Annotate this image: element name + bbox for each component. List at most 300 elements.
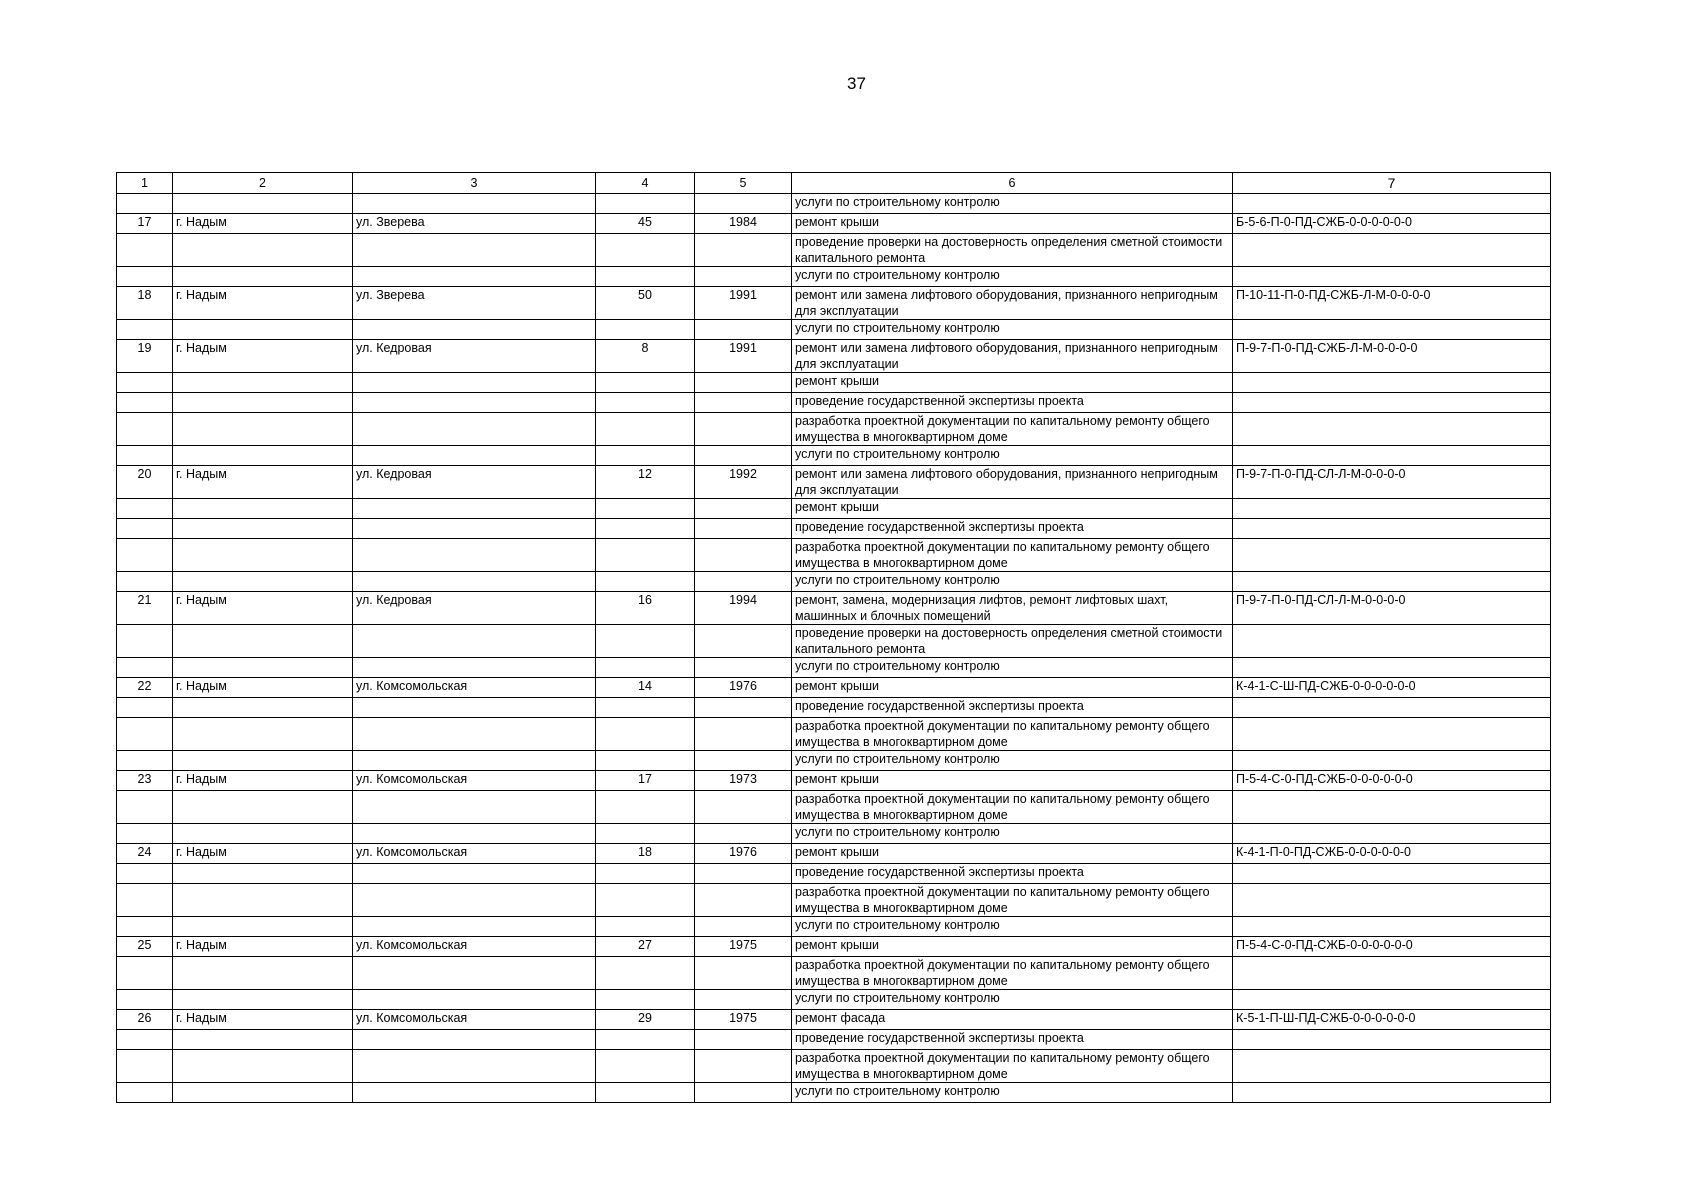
row-number-cell: 19 <box>117 340 173 373</box>
work-type-cell: услуги по строительному контролю <box>792 990 1233 1010</box>
house-number-cell <box>596 194 695 214</box>
header-col-5: 5 <box>695 173 792 194</box>
table-row <box>117 539 1551 572</box>
table-row <box>117 791 1551 824</box>
building-code-cell <box>1233 320 1551 340</box>
year-built-cell: 1976 <box>695 678 792 698</box>
table-row <box>117 1050 1551 1083</box>
city-cell <box>173 625 353 658</box>
year-built-cell <box>695 413 792 446</box>
work-type-cell: проведение проверки на достоверность определения сметной стоимости капитального ремонта <box>792 234 1233 267</box>
year-built-cell: 1991 <box>695 340 792 373</box>
street-cell <box>353 320 596 340</box>
building-code-cell <box>1233 539 1551 572</box>
year-built-cell <box>695 499 792 519</box>
work-type-cell: ремонт или замена лифтового оборудования, признанного непригодным для эксплуатации <box>792 287 1233 320</box>
building-code-cell: П-5-4-С-0-ПД-СЖБ-0-0-0-0-0-0 <box>1233 771 1551 791</box>
year-built-cell <box>695 393 792 413</box>
building-code-cell <box>1233 864 1551 884</box>
table-row <box>117 519 1551 539</box>
house-number-cell: 45 <box>596 214 695 234</box>
street-cell: ул. Кедровая <box>353 592 596 625</box>
street-cell: ул. Зверева <box>353 214 596 234</box>
row-number-cell <box>117 1030 173 1050</box>
row-number-cell <box>117 1083 173 1103</box>
header-col-6: 6 <box>792 173 1233 194</box>
work-type-cell: разработка проектной документации по капитальному ремонту общего имущества в многоквартирном доме <box>792 413 1233 446</box>
city-cell <box>173 1030 353 1050</box>
row-number-cell <box>117 572 173 592</box>
work-type-cell: ремонт или замена лифтового оборудования, признанного непригодным для эксплуатации <box>792 340 1233 373</box>
table-row <box>117 844 1551 864</box>
year-built-cell <box>695 751 792 771</box>
row-number-cell <box>117 519 173 539</box>
street-cell <box>353 194 596 214</box>
house-number-cell: 18 <box>596 844 695 864</box>
row-number-cell <box>117 373 173 393</box>
house-number-cell <box>596 413 695 446</box>
street-cell <box>353 519 596 539</box>
work-type-cell: ремонт крыши <box>792 771 1233 791</box>
work-type-cell: ремонт крыши <box>792 499 1233 519</box>
table-row <box>117 698 1551 718</box>
work-type-cell: проведение государственной экспертизы проекта <box>792 698 1233 718</box>
work-type-cell: ремонт фасада <box>792 1010 1233 1030</box>
year-built-cell <box>695 658 792 678</box>
row-number-cell: 22 <box>117 678 173 698</box>
street-cell <box>353 917 596 937</box>
row-number-cell <box>117 499 173 519</box>
work-type-cell: проведение государственной экспертизы проекта <box>792 519 1233 539</box>
year-built-cell <box>695 320 792 340</box>
street-cell <box>353 267 596 287</box>
work-type-cell: услуги по строительному контролю <box>792 1083 1233 1103</box>
house-number-cell <box>596 957 695 990</box>
building-code-cell: К-5-1-П-Ш-ПД-СЖБ-0-0-0-0-0-0 <box>1233 1010 1551 1030</box>
city-cell <box>173 267 353 287</box>
city-cell <box>173 393 353 413</box>
work-type-cell: разработка проектной документации по капитальному ремонту общего имущества в многоквартирном доме <box>792 718 1233 751</box>
table-row <box>117 194 1551 214</box>
city-cell <box>173 718 353 751</box>
row-number-cell <box>117 446 173 466</box>
year-built-cell <box>695 1083 792 1103</box>
house-number-cell <box>596 751 695 771</box>
row-number-cell <box>117 1050 173 1083</box>
year-built-cell <box>695 446 792 466</box>
table-row <box>117 393 1551 413</box>
street-cell <box>353 824 596 844</box>
table-row <box>117 751 1551 771</box>
year-built-cell <box>695 698 792 718</box>
house-number-cell: 14 <box>596 678 695 698</box>
street-cell <box>353 791 596 824</box>
year-built-cell <box>695 884 792 917</box>
building-code-cell <box>1233 824 1551 844</box>
row-number-cell <box>117 539 173 572</box>
row-number-cell <box>117 413 173 446</box>
building-code-cell <box>1233 234 1551 267</box>
year-built-cell <box>695 791 792 824</box>
building-code-cell: П-10-11-П-0-ПД-СЖБ-Л-М-0-0-0-0 <box>1233 287 1551 320</box>
city-cell <box>173 519 353 539</box>
building-code-cell: П-9-7-П-0-ПД-СЛ-Л-М-0-0-0-0 <box>1233 466 1551 499</box>
city-cell <box>173 1083 353 1103</box>
year-built-cell <box>695 957 792 990</box>
work-type-cell: проведение государственной экспертизы проекта <box>792 393 1233 413</box>
building-code-cell <box>1233 917 1551 937</box>
building-code-cell: К-4-1-С-Ш-ПД-СЖБ-0-0-0-0-0-0 <box>1233 678 1551 698</box>
row-number-cell <box>117 751 173 771</box>
work-type-cell: услуги по строительному контролю <box>792 446 1233 466</box>
table-row <box>117 234 1551 267</box>
header-col-4: 4 <box>596 173 695 194</box>
house-number-cell <box>596 539 695 572</box>
house-number-cell <box>596 824 695 844</box>
building-code-cell: П-5-4-С-0-ПД-СЖБ-0-0-0-0-0-0 <box>1233 937 1551 957</box>
header-col-3: 3 <box>353 173 596 194</box>
house-number-cell <box>596 446 695 466</box>
city-cell <box>173 234 353 267</box>
building-code-cell <box>1233 791 1551 824</box>
building-code-cell: К-4-1-П-0-ПД-СЖБ-0-0-0-0-0-0 <box>1233 844 1551 864</box>
house-number-cell <box>596 884 695 917</box>
house-number-cell <box>596 1083 695 1103</box>
capital-repair-table <box>116 172 1551 1103</box>
table-row <box>117 267 1551 287</box>
row-number-cell <box>117 698 173 718</box>
work-type-cell: услуги по строительному контролю <box>792 267 1233 287</box>
work-type-cell: услуги по строительному контролю <box>792 320 1233 340</box>
table-row <box>117 864 1551 884</box>
house-number-cell <box>596 1050 695 1083</box>
row-number-cell: 26 <box>117 1010 173 1030</box>
street-cell: ул. Комсомольская <box>353 1010 596 1030</box>
building-code-cell <box>1233 990 1551 1010</box>
year-built-cell: 1976 <box>695 844 792 864</box>
house-number-cell <box>596 373 695 393</box>
row-number-cell <box>117 957 173 990</box>
year-built-cell <box>695 917 792 937</box>
work-type-cell: разработка проектной документации по капитальному ремонту общего имущества в многоквартирном доме <box>792 539 1233 572</box>
building-code-cell <box>1233 884 1551 917</box>
house-number-cell <box>596 791 695 824</box>
street-cell: ул. Кедровая <box>353 466 596 499</box>
street-cell <box>353 990 596 1010</box>
row-number-cell: 20 <box>117 466 173 499</box>
building-code-cell <box>1233 751 1551 771</box>
year-built-cell: 1992 <box>695 466 792 499</box>
table-row <box>117 1030 1551 1050</box>
table-row <box>117 658 1551 678</box>
building-code-cell <box>1233 957 1551 990</box>
house-number-cell <box>596 625 695 658</box>
year-built-cell <box>695 194 792 214</box>
city-cell: г. Надым <box>173 466 353 499</box>
table-header-row <box>117 173 1551 194</box>
work-type-cell: услуги по строительному контролю <box>792 572 1233 592</box>
work-type-cell: услуги по строительному контролю <box>792 194 1233 214</box>
house-number-cell <box>596 1030 695 1050</box>
house-number-cell: 29 <box>596 1010 695 1030</box>
year-built-cell <box>695 864 792 884</box>
year-built-cell: 1975 <box>695 1010 792 1030</box>
page-number: 37 <box>847 74 866 93</box>
street-cell: ул. Комсомольская <box>353 844 596 864</box>
table-row <box>117 678 1551 698</box>
work-type-cell: ремонт, замена, модернизация лифтов, ремонт лифтовых шахт, машинных и блочных помещений <box>792 592 1233 625</box>
table-row <box>117 320 1551 340</box>
work-type-cell: проведение государственной экспертизы проекта <box>792 1030 1233 1050</box>
city-cell <box>173 751 353 771</box>
work-type-cell: разработка проектной документации по капитальному ремонту общего имущества в многоквартирном доме <box>792 957 1233 990</box>
row-number-cell <box>117 884 173 917</box>
work-type-cell: услуги по строительному контролю <box>792 751 1233 771</box>
work-type-cell: услуги по строительному контролю <box>792 658 1233 678</box>
building-code-cell <box>1233 658 1551 678</box>
house-number-cell: 16 <box>596 592 695 625</box>
house-number-cell <box>596 698 695 718</box>
row-number-cell <box>117 990 173 1010</box>
year-built-cell <box>695 1050 792 1083</box>
table-row <box>117 592 1551 625</box>
year-built-cell <box>695 373 792 393</box>
year-built-cell <box>695 625 792 658</box>
city-cell: г. Надым <box>173 214 353 234</box>
city-cell <box>173 1050 353 1083</box>
building-code-cell <box>1233 718 1551 751</box>
work-type-cell: услуги по строительному контролю <box>792 824 1233 844</box>
street-cell <box>353 658 596 678</box>
city-cell <box>173 864 353 884</box>
year-built-cell: 1975 <box>695 937 792 957</box>
house-number-cell <box>596 267 695 287</box>
building-code-cell: Б-5-6-П-0-ПД-СЖБ-0-0-0-0-0-0 <box>1233 214 1551 234</box>
city-cell: г. Надым <box>173 771 353 791</box>
work-type-cell: ремонт или замена лифтового оборудования, признанного непригодным для эксплуатации <box>792 466 1233 499</box>
house-number-cell: 50 <box>596 287 695 320</box>
work-type-cell: ремонт крыши <box>792 373 1233 393</box>
street-cell <box>353 1050 596 1083</box>
city-cell <box>173 320 353 340</box>
house-number-cell <box>596 519 695 539</box>
street-cell <box>353 572 596 592</box>
city-cell <box>173 539 353 572</box>
house-number-cell: 17 <box>596 771 695 791</box>
table-row <box>117 499 1551 519</box>
row-number-cell: 18 <box>117 287 173 320</box>
house-number-cell <box>596 718 695 751</box>
street-cell <box>353 864 596 884</box>
city-cell <box>173 698 353 718</box>
work-type-cell: проведение государственной экспертизы проекта <box>792 864 1233 884</box>
house-number-cell: 27 <box>596 937 695 957</box>
street-cell: ул. Комсомольская <box>353 937 596 957</box>
building-code-cell <box>1233 1083 1551 1103</box>
table-row <box>117 937 1551 957</box>
city-cell <box>173 446 353 466</box>
table-row <box>117 214 1551 234</box>
year-built-cell <box>695 824 792 844</box>
house-number-cell: 8 <box>596 340 695 373</box>
year-built-cell: 1973 <box>695 771 792 791</box>
city-cell: г. Надым <box>173 678 353 698</box>
header-col-2: 2 <box>173 173 353 194</box>
year-built-cell <box>695 1030 792 1050</box>
building-code-cell <box>1233 267 1551 287</box>
city-cell <box>173 990 353 1010</box>
year-built-cell <box>695 267 792 287</box>
house-number-cell <box>596 320 695 340</box>
row-number-cell <box>117 824 173 844</box>
building-code-cell <box>1233 393 1551 413</box>
building-code-cell <box>1233 194 1551 214</box>
row-number-cell: 25 <box>117 937 173 957</box>
table-row <box>117 990 1551 1010</box>
building-code-cell <box>1233 572 1551 592</box>
house-number-cell <box>596 572 695 592</box>
year-built-cell <box>695 519 792 539</box>
city-cell: г. Надым <box>173 844 353 864</box>
street-cell <box>353 625 596 658</box>
year-built-cell <box>695 234 792 267</box>
street-cell <box>353 884 596 917</box>
year-built-cell: 1984 <box>695 214 792 234</box>
table-row <box>117 884 1551 917</box>
table-row <box>117 340 1551 373</box>
street-cell <box>353 751 596 771</box>
house-number-cell <box>596 499 695 519</box>
building-code-cell <box>1233 519 1551 539</box>
row-number-cell: 17 <box>117 214 173 234</box>
header-col-7: 7 <box>1233 173 1551 194</box>
year-built-cell <box>695 539 792 572</box>
row-number-cell <box>117 917 173 937</box>
table-row <box>117 413 1551 446</box>
table-row <box>117 1083 1551 1103</box>
city-cell <box>173 373 353 393</box>
house-number-cell <box>596 393 695 413</box>
street-cell <box>353 234 596 267</box>
row-number-cell <box>117 194 173 214</box>
table-row <box>117 917 1551 937</box>
city-cell <box>173 824 353 844</box>
city-cell <box>173 194 353 214</box>
street-cell: ул. Комсомольская <box>353 771 596 791</box>
table-row <box>117 572 1551 592</box>
city-cell: г. Надым <box>173 937 353 957</box>
building-code-cell <box>1233 446 1551 466</box>
row-number-cell: 21 <box>117 592 173 625</box>
building-code-cell <box>1233 1050 1551 1083</box>
building-code-cell <box>1233 499 1551 519</box>
house-number-cell <box>596 990 695 1010</box>
city-cell <box>173 957 353 990</box>
work-type-cell: ремонт крыши <box>792 214 1233 234</box>
building-code-cell: П-9-7-П-0-ПД-СЖБ-Л-М-0-0-0-0 <box>1233 340 1551 373</box>
header-col-1: 1 <box>117 173 173 194</box>
table-row <box>117 1010 1551 1030</box>
street-cell <box>353 446 596 466</box>
house-number-cell: 12 <box>596 466 695 499</box>
table-row <box>117 718 1551 751</box>
street-cell <box>353 539 596 572</box>
table-row <box>117 957 1551 990</box>
city-cell: г. Надым <box>173 592 353 625</box>
street-cell <box>353 698 596 718</box>
street-cell <box>353 1083 596 1103</box>
building-code-cell <box>1233 625 1551 658</box>
year-built-cell <box>695 990 792 1010</box>
year-built-cell: 1994 <box>695 592 792 625</box>
city-cell <box>173 499 353 519</box>
street-cell <box>353 393 596 413</box>
city-cell: г. Надым <box>173 287 353 320</box>
street-cell <box>353 413 596 446</box>
building-code-cell <box>1233 373 1551 393</box>
building-code-cell <box>1233 1030 1551 1050</box>
building-code-cell <box>1233 698 1551 718</box>
row-number-cell <box>117 267 173 287</box>
house-number-cell <box>596 864 695 884</box>
row-number-cell <box>117 658 173 678</box>
row-number-cell <box>117 791 173 824</box>
table-row <box>117 287 1551 320</box>
house-number-cell <box>596 234 695 267</box>
street-cell <box>353 1030 596 1050</box>
city-cell <box>173 658 353 678</box>
work-type-cell: разработка проектной документации по капитальному ремонту общего имущества в многоквартирном доме <box>792 1050 1233 1083</box>
row-number-cell <box>117 864 173 884</box>
house-number-cell <box>596 917 695 937</box>
street-cell <box>353 373 596 393</box>
city-cell <box>173 917 353 937</box>
row-number-cell <box>117 320 173 340</box>
city-cell <box>173 884 353 917</box>
work-type-cell: услуги по строительному контролю <box>792 917 1233 937</box>
table-row <box>117 466 1551 499</box>
street-cell: ул. Кедровая <box>353 340 596 373</box>
row-number-cell <box>117 718 173 751</box>
city-cell <box>173 791 353 824</box>
table-row <box>117 625 1551 658</box>
city-cell <box>173 572 353 592</box>
city-cell: г. Надым <box>173 1010 353 1030</box>
work-type-cell: ремонт крыши <box>792 844 1233 864</box>
building-code-cell: П-9-7-П-0-ПД-СЛ-Л-М-0-0-0-0 <box>1233 592 1551 625</box>
work-type-cell: разработка проектной документации по капитальному ремонту общего имущества в многоквартирном доме <box>792 884 1233 917</box>
table-row <box>117 446 1551 466</box>
table-body <box>117 173 1551 1103</box>
building-code-cell <box>1233 413 1551 446</box>
table-row <box>117 373 1551 393</box>
row-number-cell <box>117 393 173 413</box>
work-type-cell: ремонт крыши <box>792 937 1233 957</box>
row-number-cell <box>117 234 173 267</box>
row-number-cell <box>117 625 173 658</box>
year-built-cell <box>695 572 792 592</box>
table-row <box>117 824 1551 844</box>
work-type-cell: проведение проверки на достоверность определения сметной стоимости капитального ремонта <box>792 625 1233 658</box>
street-cell <box>353 718 596 751</box>
row-number-cell: 24 <box>117 844 173 864</box>
city-cell: г. Надым <box>173 340 353 373</box>
row-number-cell: 23 <box>117 771 173 791</box>
city-cell <box>173 413 353 446</box>
street-cell <box>353 499 596 519</box>
table-row <box>117 771 1551 791</box>
work-type-cell: ремонт крыши <box>792 678 1233 698</box>
